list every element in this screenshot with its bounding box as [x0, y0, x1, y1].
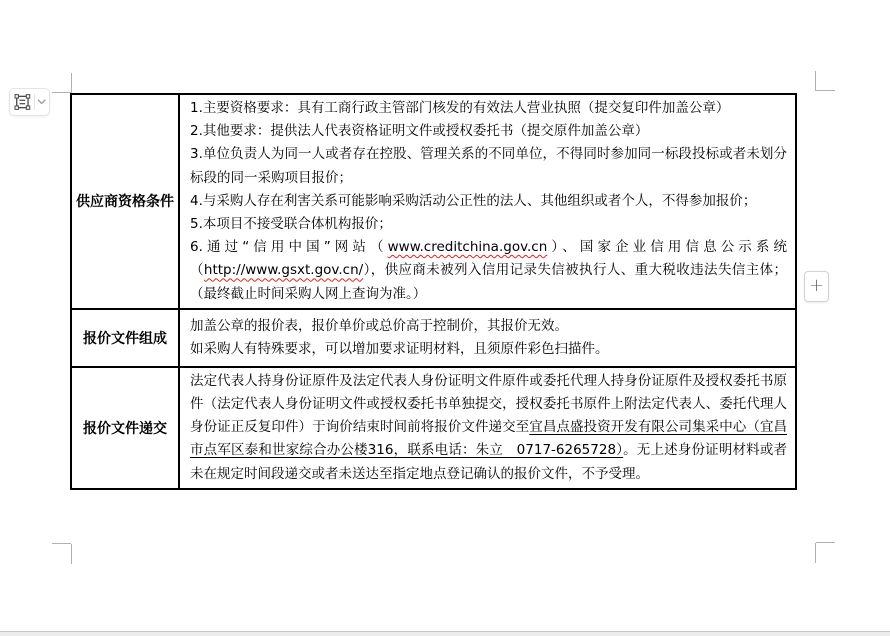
window-bottom-edge [0, 631, 890, 636]
text-run: 如采购人有特殊要求，可以增加要求证明材料，且须原件彩色扫描件。 [190, 340, 609, 357]
margin-mark-bottom-left-h [52, 543, 71, 544]
underlined-text: （宜昌市点军区泰和世家综合办公楼316，联系电话：朱立 0717-6265728） [190, 419, 788, 459]
qualification-table [70, 93, 797, 490]
insert-row-button[interactable]: + [804, 271, 829, 302]
paragraph [190, 120, 787, 143]
margin-mark-top-right-v [815, 71, 816, 91]
button-divider [34, 94, 35, 110]
row-content [179, 94, 796, 309]
margin-mark-top-left-h [52, 92, 71, 93]
chevron-down-icon [36, 97, 47, 107]
table-body [71, 94, 796, 489]
table-select-icon [12, 91, 33, 113]
row-content [179, 367, 796, 489]
text-run: 5.本项目不接受联合体机构报价； [190, 216, 392, 233]
text-run: 6.通过“信用中国”网站（ [190, 239, 388, 256]
table-select-button[interactable] [9, 88, 50, 116]
paragraph [190, 213, 787, 236]
margin-mark-top-left-v [71, 73, 72, 93]
row-content [179, 309, 796, 367]
paragraph [190, 338, 787, 361]
table-row [71, 367, 796, 489]
text-run: 4.与采购人存在利害关系可能影响采购活动公正性的法人、其他组织或者个人，不得参加报价； [190, 192, 757, 209]
row-header: 报价文件组成 [71, 309, 179, 367]
text-run: ），供应商未被列入信用记录失信被执行人、重大税收违法失信主体；（最终截止时间采购人网上查询为准。） [190, 262, 788, 302]
margin-mark-bottom-left-v [71, 544, 72, 564]
text-run: 法定代表人持身份证原件及法定代表人身份证明文件原件或委托代理人持身份证原件及授权委托书原件（法定代表人身份证明文件或授权委托书单独提交，授权委托书原件上附法定代表人、委托代理人身份证正反复印件）于询价结束时间前将报价文件递交至 [190, 372, 787, 436]
margin-mark-top-right-h [816, 90, 835, 91]
row-header: 供应商资格条件 [71, 94, 179, 309]
text-run: 1.主要资格要求：具有工商行政主管部门核发的有效法人营业执照（提交复印件加盖公章） [190, 100, 730, 116]
margin-mark-bottom-right-h [816, 542, 835, 543]
paragraph [190, 315, 787, 338]
paragraph [190, 236, 787, 306]
margin-mark-bottom-right-v [815, 543, 816, 563]
text-run: ）、国家企业信用信息公示系统（ [190, 239, 788, 279]
underlined-text: 宜昌点盛投资开发有限公司集采中心 [529, 419, 747, 436]
text-run: 2.其他要求：提供法人代表资格证明文件或授权委托书（提交原件加盖公章） [190, 123, 649, 140]
paragraph [190, 370, 787, 486]
table-row [71, 94, 796, 309]
url-text-spellchecked: www.creditchina.gov.cn [387, 239, 548, 256]
text-run: 。无上述身份证明材料或者未在规定时间段递交或者未送达至指定地点登记确认的报价文件，不予受理。 [190, 442, 787, 482]
paragraph [190, 143, 787, 189]
table-row [71, 309, 796, 367]
paragraph [190, 190, 787, 213]
url-text-spellchecked: http://www.gsxt.gov.cn/ [203, 262, 364, 279]
row-header: 报价文件递交 [71, 367, 179, 489]
text-run: 3.单位负责人为同一人或者存在控股、管理关系的不同单位，不得同时参加同一标段投标或者未划分标段的同一采购项目报价； [190, 146, 787, 186]
paragraph [190, 97, 787, 120]
text-run: 加盖公章的报价表，报价单价或总价高于控制价，其报价无效。 [190, 317, 568, 334]
